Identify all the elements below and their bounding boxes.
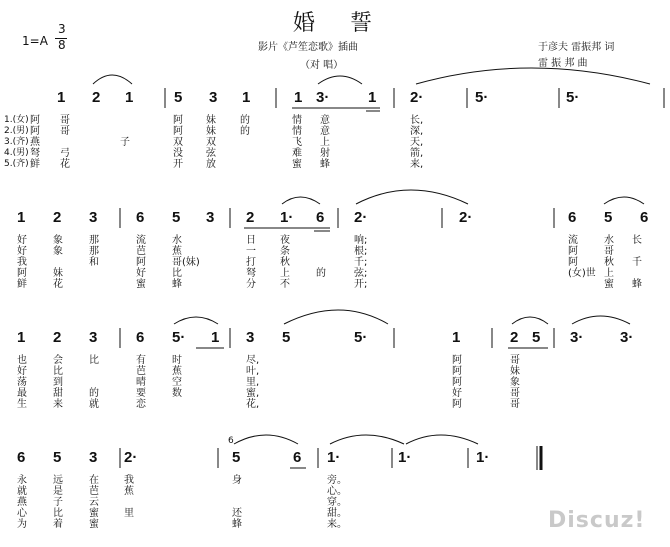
slur: [284, 310, 388, 324]
lyric-syllable: 着: [53, 519, 63, 530]
lyric-syllable: 永: [17, 475, 27, 486]
lyric-syllable: 日: [246, 235, 256, 246]
lyric-syllable: 哥: [510, 355, 520, 366]
note: 6: [568, 209, 577, 226]
lyric-syllable: 开: [173, 159, 183, 170]
verse-label: 1.(女): [4, 115, 29, 125]
lyric-syllable: 来: [53, 399, 63, 410]
note: 3: [89, 329, 98, 346]
note: 5·: [475, 89, 489, 106]
lyric-syllable: 为: [17, 519, 27, 530]
note: 6: [293, 449, 302, 466]
lyric-syllable: 鲜: [30, 159, 40, 170]
lyricist: 于彦夫 雷振邦 词: [538, 42, 615, 53]
lyric-syllable: 天,: [410, 137, 424, 148]
lyric-syllable: 意: [320, 126, 330, 137]
lyric-syllable: 弩: [30, 148, 40, 159]
lyric-syllable: 空: [172, 377, 182, 388]
verse-label: 2.(男): [4, 126, 29, 136]
note: 1: [211, 329, 220, 346]
lyric-syllable: 云: [89, 497, 99, 508]
lyric-syllable: 子: [120, 137, 130, 148]
lyric-syllable: 阿: [568, 246, 578, 257]
lyric-syllable: 蜜,: [246, 388, 260, 399]
note: 2·: [354, 209, 368, 226]
lyric-syllable: 蜂: [320, 159, 330, 170]
lyric-syllable: 要: [136, 388, 146, 399]
lyric-syllable: 射: [320, 148, 330, 159]
lyric-syllable: 水: [604, 235, 614, 246]
lyric-syllable: 身: [232, 475, 242, 486]
lyric-syllable: 没: [173, 148, 183, 159]
note: 5·: [566, 89, 580, 106]
slur: [356, 190, 468, 204]
lyric-syllable: 哥: [60, 115, 70, 126]
lyric-syllable: 生: [17, 399, 27, 410]
performance-style: （对 唱）: [300, 60, 344, 71]
lyric-syllable: 燕: [30, 137, 40, 148]
note: 1: [452, 329, 461, 346]
lyric-syllable: 上: [320, 137, 330, 148]
lyric-syllable: 分: [246, 279, 256, 290]
composer: 雷 振 邦 曲: [538, 58, 588, 69]
lyric-syllable: 阿: [173, 126, 183, 137]
note: 2: [92, 89, 101, 106]
lyric-syllable: 难: [292, 148, 302, 159]
lyric-syllable: 流: [136, 235, 146, 246]
lyric-syllable: 那: [89, 235, 99, 246]
lyric-syllable: 象: [53, 246, 63, 257]
slur: [416, 68, 650, 84]
lyric-syllable: 响;: [354, 235, 368, 246]
note: 5·: [354, 329, 368, 346]
lyric-syllable: 旁。: [327, 475, 347, 486]
lyric-syllable: 鲜: [17, 279, 27, 290]
lyric-syllable: 最: [17, 388, 27, 399]
lyric-syllable: 叶,: [246, 366, 260, 377]
lyric-syllable: 千;: [354, 257, 368, 268]
watermark: Discuz!: [548, 508, 646, 533]
lyric-syllable: 和: [89, 257, 99, 268]
lyric-syllable: 蜜: [89, 508, 99, 519]
lyric-syllable: 芭: [136, 366, 146, 377]
lyric-syllable: 蕉: [172, 246, 182, 257]
note: 5: [172, 209, 181, 226]
key-signature: 1=A: [22, 34, 48, 48]
note: 5: [604, 209, 613, 226]
lyric-syllable: 深,: [410, 126, 424, 137]
lyric-syllable: 晴: [136, 377, 146, 388]
lyric-syllable: 象: [510, 377, 520, 388]
lyric-syllable: 心: [17, 508, 27, 519]
slur: [512, 317, 548, 324]
lyric-syllable: 就: [89, 399, 99, 410]
lyric-syllable: 蜂: [172, 279, 182, 290]
note: 6: [136, 329, 145, 346]
lyric-syllable: 条: [280, 246, 290, 257]
lyric-syllable: 甜: [53, 388, 63, 399]
lyric-syllable: 芭: [136, 246, 146, 257]
lyric-syllable: 那: [89, 246, 99, 257]
lyric-syllable: 子: [53, 497, 63, 508]
lyric-syllable: 好: [17, 366, 27, 377]
lyric-syllable: 蜜: [604, 279, 614, 290]
slur: [604, 197, 644, 204]
lyric-syllable: 甜。: [327, 508, 347, 519]
slur: [234, 435, 298, 444]
note: 6: [316, 209, 325, 226]
note: 1·: [476, 449, 490, 466]
lyric-syllable: 恋: [136, 399, 146, 410]
note: 5: [282, 329, 291, 346]
lyric-syllable: 到: [53, 377, 63, 388]
note: 1·: [280, 209, 294, 226]
lyric-syllable: 比: [89, 355, 99, 366]
lyric-syllable: 里: [124, 508, 134, 519]
note: 5: [174, 89, 183, 106]
lyric-syllable: 蕉: [172, 366, 182, 377]
lyric-syllable: 打: [246, 257, 256, 268]
note: 1: [17, 329, 26, 346]
lyric-syllable: 情: [292, 126, 302, 137]
note: 6: [17, 449, 26, 466]
lyric-syllable: 弩: [246, 268, 256, 279]
note: 5: [53, 449, 62, 466]
lyric-syllable: 上: [280, 268, 290, 279]
lyric-syllable: 哥: [510, 399, 520, 410]
note: 5: [532, 329, 541, 346]
slur: [318, 76, 362, 84]
lyric-syllable: 好: [17, 235, 27, 246]
lyric-syllable: 上: [604, 268, 614, 279]
lyric-syllable: 数: [172, 388, 182, 399]
lyric-syllable: 流: [568, 235, 578, 246]
note: 3·: [620, 329, 634, 346]
lyric-syllable: 来,: [410, 159, 424, 170]
lyric-syllable: 花,: [246, 399, 260, 410]
lyric-syllable: 就: [17, 486, 27, 497]
lyric-syllable: 水: [172, 235, 182, 246]
lyric-syllable: 蜜: [292, 159, 302, 170]
note: 1: [57, 89, 66, 106]
lyric-syllable: 妹: [206, 126, 216, 137]
lyric-syllable: 象: [53, 235, 63, 246]
lyric-syllable: 心。: [327, 486, 347, 497]
note: 1·: [327, 449, 341, 466]
lyric-syllable: 情: [292, 115, 302, 126]
note: 3·: [570, 329, 584, 346]
lyric-syllable: 有: [136, 355, 146, 366]
lyric-syllable: 阿: [568, 257, 578, 268]
note: 3: [246, 329, 255, 346]
lyric-syllable: 阿: [452, 366, 462, 377]
lyric-syllable: (女)世: [568, 268, 596, 279]
lyric-syllable: 蕉: [124, 486, 134, 497]
note: 3: [209, 89, 218, 106]
note: 2: [53, 329, 62, 346]
lyric-syllable: 比: [172, 268, 182, 279]
lyric-syllable: 蜜: [136, 279, 146, 290]
lyric-syllable: 的: [316, 268, 326, 279]
lyric-syllable: 来。: [327, 519, 347, 530]
lyric-syllable: 弦: [206, 148, 216, 159]
lyric-syllable: 放: [206, 159, 216, 170]
lyric-syllable: 的: [240, 115, 250, 126]
lyric-syllable: 会: [53, 355, 63, 366]
lyric-syllable: 弓: [60, 148, 70, 159]
lyric-syllable: 蜜: [89, 519, 99, 530]
lyric-syllable: 开;: [354, 279, 368, 290]
lyric-syllable: 妹: [53, 268, 63, 279]
lyric-syllable: 花: [60, 159, 70, 170]
lyric-syllable: 阿: [173, 115, 183, 126]
slur: [330, 435, 404, 444]
song-source: 影片《芦笙恋歌》插曲: [258, 42, 358, 53]
slur: [174, 317, 218, 324]
note: 1: [17, 209, 26, 226]
note: 5·: [172, 329, 186, 346]
note: 1: [242, 89, 251, 106]
note: 2: [53, 209, 62, 226]
note: 2: [510, 329, 519, 346]
lyric-syllable: 是: [53, 486, 63, 497]
lyric-syllable: 尽,: [246, 355, 260, 366]
lyric-syllable: 一: [246, 246, 256, 257]
lyric-syllable: 哥: [60, 126, 70, 137]
lyric-syllable: 荡: [17, 377, 27, 388]
lyric-syllable: 妹: [510, 366, 520, 377]
lyric-syllable: 也: [17, 355, 27, 366]
lyric-syllable: 好: [17, 246, 27, 257]
lyric-syllable: 阿: [30, 126, 40, 137]
lyric-syllable: 阿: [452, 399, 462, 410]
lyric-syllable: 好: [452, 388, 462, 399]
lyric-syllable: 夜: [280, 235, 290, 246]
note: 6: [640, 209, 649, 226]
lyric-syllable: 长,: [410, 115, 424, 126]
lyric-syllable: 双: [206, 137, 216, 148]
lyric-syllable: 的: [89, 388, 99, 399]
song-title: 婚 誓: [293, 11, 386, 36]
note: 1·: [398, 449, 412, 466]
note: 1: [294, 89, 303, 106]
slur: [406, 435, 478, 444]
lyric-syllable: 哥: [510, 388, 520, 399]
lyric-syllable: 穿。: [327, 497, 347, 508]
lyric-syllable: 好: [136, 268, 146, 279]
slur: [282, 197, 320, 204]
lyric-syllable: 飞: [292, 137, 302, 148]
lyric-syllable: 我: [124, 475, 134, 486]
lyric-syllable: 比: [53, 508, 63, 519]
lyric-syllable: 蜂: [232, 519, 242, 530]
note: 5: [232, 449, 241, 466]
lyric-syllable: 箭,: [410, 148, 424, 159]
note: 2: [246, 209, 255, 226]
lyric-syllable: 阿: [136, 257, 146, 268]
note: 3: [206, 209, 215, 226]
lyric-syllable: 哥(妹): [172, 257, 200, 268]
lyric-syllable: 我: [17, 257, 27, 268]
note: 3·: [316, 89, 330, 106]
lyric-syllable: 阿: [17, 268, 27, 279]
lyric-syllable: 远: [53, 475, 63, 486]
lyric-syllable: 根;: [354, 246, 368, 257]
lyric-syllable: 阿: [452, 355, 462, 366]
slur: [572, 316, 630, 324]
lyric-syllable: 蜂: [632, 279, 642, 290]
lyric-syllable: 秋: [604, 257, 614, 268]
lyric-syllable: 的: [240, 126, 250, 137]
note: 3: [89, 449, 98, 466]
lyric-syllable: 里,: [246, 377, 260, 388]
lyric-syllable: 还: [232, 508, 242, 519]
lyric-syllable: 长: [632, 235, 642, 246]
note: 1: [368, 89, 377, 106]
lyric-syllable: 弦;: [354, 268, 368, 279]
verse-label: 4.(男): [4, 148, 29, 158]
time-signature-top: 3: [58, 22, 66, 36]
note: 2·: [459, 209, 473, 226]
lyric-syllable: 燕: [17, 497, 27, 508]
note: 3: [89, 209, 98, 226]
lyric-syllable: 在: [89, 475, 99, 486]
lyric-syllable: 时: [172, 355, 182, 366]
lyric-syllable: 意: [320, 115, 330, 126]
lyric-syllable: 秋: [280, 257, 290, 268]
slur: [93, 75, 132, 84]
lyric-syllable: 千: [632, 257, 642, 268]
time-signature-bottom: 8: [58, 38, 66, 52]
verse-label: 3.(齐): [4, 137, 29, 147]
lyric-syllable: 双: [173, 137, 183, 148]
note: 2·: [410, 89, 424, 106]
lyric-syllable: 哥: [604, 246, 614, 257]
grace-note: 6: [228, 436, 234, 446]
note: 6: [136, 209, 145, 226]
note: 2·: [124, 449, 138, 466]
note: 1: [125, 89, 134, 106]
lyric-syllable: 阿: [452, 377, 462, 388]
lyric-syllable: 妹: [206, 115, 216, 126]
lyric-syllable: 芭: [89, 486, 99, 497]
verse-label: 5.(齐): [4, 159, 29, 169]
lyric-syllable: 阿: [30, 115, 40, 126]
lyric-syllable: 花: [53, 279, 63, 290]
lyric-syllable: 比: [53, 366, 63, 377]
lyric-syllable: 不: [280, 279, 290, 290]
